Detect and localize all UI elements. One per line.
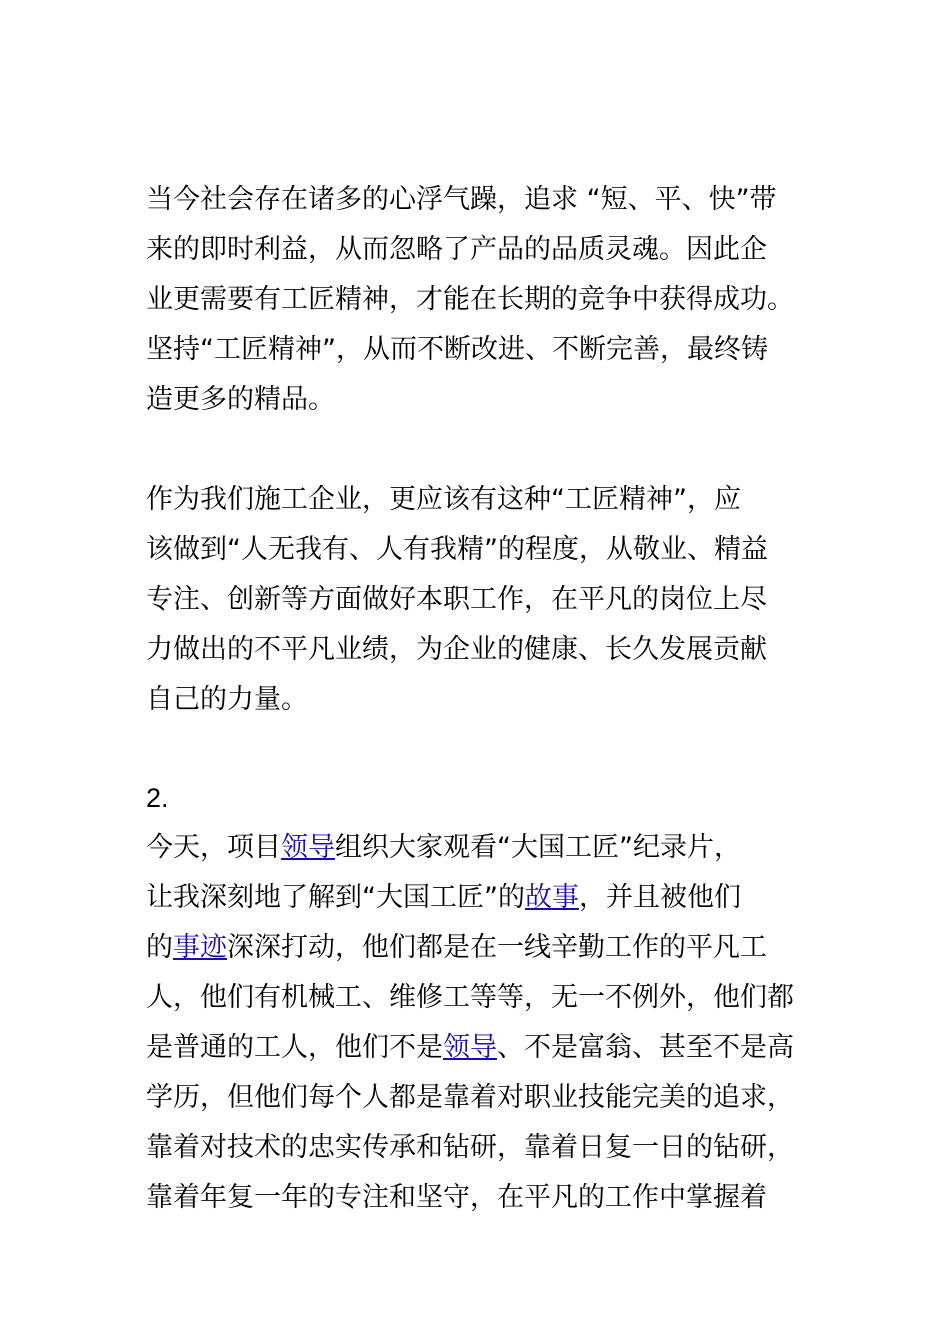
section-2-line (146, 880, 866, 916)
paragraph-2-line: 该做到“人无我有、人有我精”的程度，从敬业、精益 (146, 534, 768, 565)
paragraph-2-line: 力做出的不平凡业绩，为企业的健康、长久发展贡献 (146, 634, 767, 665)
paragraph-2-line: 作为我们施工企业，更应该有这种“工匠精神”，应 (146, 484, 741, 515)
paragraph-1-line: 来的即时利益，从而忽略了产品的品质灵魂。因此企 (146, 234, 767, 265)
link-shiji[interactable]: 事迹 (173, 932, 227, 963)
text-segment: 深深打动，他们都是在一线辛勤工作的平凡工 (227, 932, 767, 963)
text-segment: 是普通的工人，他们不是 (146, 1032, 443, 1063)
text-segment: 、不是富翁、甚至不是高 (497, 1032, 794, 1063)
paragraph-2-line: 专注、创新等方面做好本职工作，在平凡的岗位上尽 (146, 584, 767, 615)
paragraph-1-line: 业更需要有工匠精神，才能在长期的竞争中获得成功。 (146, 284, 794, 315)
link-lingdao[interactable]: 领导 (281, 832, 335, 863)
text-segment: ，并且被他们 (578, 882, 741, 913)
paragraph-1-line: 坚持“工匠精神”，从而不断改进、不断完善，最终铸 (146, 334, 768, 365)
text-segment: 让我深刻地了解到“大国工匠”的 (146, 882, 525, 913)
text-segment: 组织大家观看“大国工匠”纪录片， (335, 832, 741, 863)
paragraph-1-line: 造更多的精品。 (146, 384, 335, 415)
section-2-line: 靠着对技术的忠实传承和钻研，靠着日复一日的钻研， (146, 1132, 794, 1163)
link-gushi[interactable]: 故事 (524, 882, 579, 913)
section-2-line (146, 830, 866, 866)
paragraph-2-line: 自己的力量。 (146, 684, 308, 715)
section-2-line (146, 930, 866, 966)
link-lingdao-2[interactable]: 领导 (443, 1032, 497, 1063)
section-2-line: 人，他们有机械工、维修工等等，无一不例外，他们都 (146, 982, 794, 1013)
section-2-line: 学历，但他们每个人都是靠着对职业技能完美的追求， (146, 1082, 794, 1113)
section-number: 2. (146, 783, 169, 813)
section-2-line: 靠着年复一年的专注和坚守，在平凡的工作中掌握着 (146, 1182, 767, 1213)
text-segment: 的 (146, 932, 173, 963)
paragraph-1-line: 当今社会存在诸多的心浮气躁，追求 “短、平、快”带 (146, 184, 777, 215)
text-segment: 今天，项目 (146, 832, 281, 863)
section-2-line (146, 1030, 866, 1066)
